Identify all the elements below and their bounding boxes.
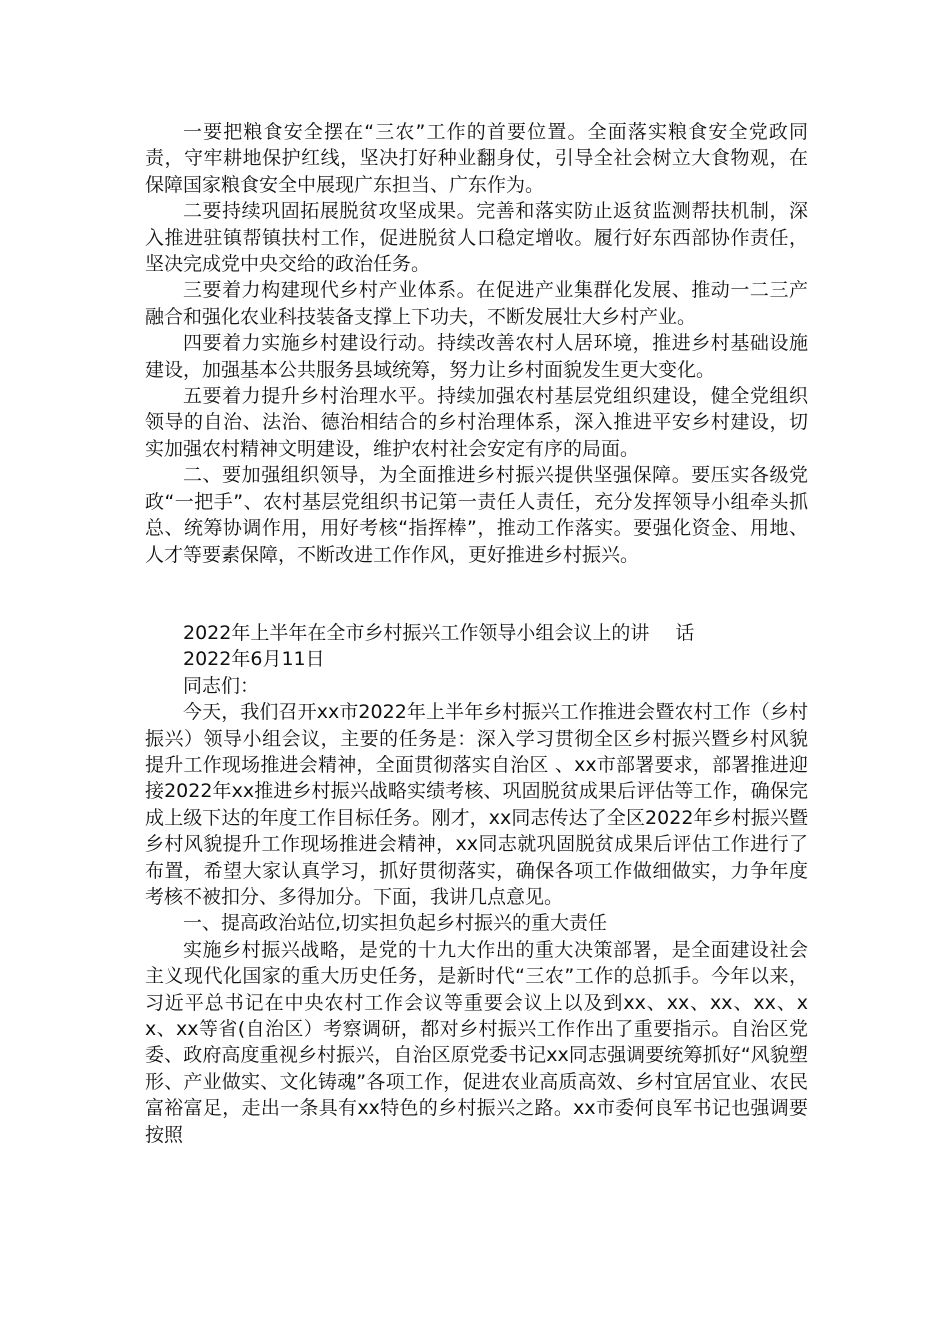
- document-body: [145, 119, 808, 1148]
- paragraph-rural-construction: 四要着力实施乡村建设行动。持续改善农村人居环境，推进乡村基础设施建设，加强基本公共服务县域统筹，努力让乡村面貌发生更大变化。: [145, 332, 808, 381]
- paragraph-grain-security: 一要把粮食安全摆在“三农”工作的首要位置。全面落实粮食安全党政同责，守牢耕地保护红线，坚决打好种业翻身仗，引导全社会树立大食物观，在保障国家粮食安全中展现广东担当、广东作为。: [145, 121, 808, 196]
- paragraph-section-1-body: 实施乡村振兴战略，是党的十九大作出的重大决策部署，是全面建设社会主义现代化国家的重大历史任务，是新时代“三农”工作的总抓手。今年以来，习近平总书记在中央农村工作会议等重要会议上以及到xx、xx、xx、xx、xx、xx等省(自治区）考察调研，都对乡村振兴工作作出了重要指示。自治区党委、政府高度重视乡村振兴，自治区原党委书记xx同志强调要统筹抓好“风貌塑形、产业做实、文化铸魂”各项工作，促进农业高质高效、乡村宜居宜业、农民富裕富足，走出一条具有xx特色的乡村振兴之路。xx市委何良军书记也强调要按照: [145, 938, 808, 1146]
- paragraph-organization-leadership: 二、要加强组织领导，为全面推进乡村振兴提供坚强保障。要压实各级党政“一把手”、农村基层党组织书记第一责任人责任，充分发挥领导小组牵头抓总、统筹协调作用，用好考核“指挥棒”，推动工作落实。要强化资金、用地、人才等要素保障，不断改进工作作风，更好推进乡村振兴。: [145, 464, 808, 566]
- speech-title-tail: 话: [675, 621, 695, 644]
- speech-greeting: 同志们：: [183, 674, 260, 697]
- paragraph-rural-governance: 五要着力提升乡村治理水平。持续加强农村基层党组织建设，健全党组织领导的自治、法治、德治相结合的乡村治理体系，深入推进平安乡村建设，切实加强农村精神文明建设，维护农村社会安定有序的局面。: [145, 385, 808, 460]
- section-gap: [145, 568, 808, 620]
- section-heading-1: 一、提高政治站位,切实担负起乡村振兴的重大责任: [183, 912, 608, 935]
- paragraph-rural-industry: 三要着力构建现代乡村产业体系。在促进产业集群化发展、推动一二三产融合和强化农业科技装备支撑上下功夫，不断发展壮大乡村产业。: [145, 279, 808, 328]
- speech-title-main: 2022年上半年在全市乡村振兴工作领导小组会议上的讲: [183, 621, 650, 644]
- speech-title: [145, 620, 808, 646]
- paragraph-poverty-results: 二要持续巩固拓展脱贫攻坚成果。完善和落实防止返贫监测帮扶机制，深入推进驻镇帮镇扶村工作，促进脱贫人口稳定增收。履行好东西部协作责任，坚决完成党中央交给的政治任务。: [145, 200, 808, 276]
- speech-date: 2022年6月11日: [183, 648, 325, 671]
- paragraph-intro: 今天，我们召开xx市2022年上半年乡村振兴工作推进会暨农村工作（乡村振兴）领导小组会议，主要的任务是：深入学习贯彻全区乡村振兴暨乡村风貌提升工作现场推进会精神，全面贯彻落实自治区 、xx市部署要求，部署推进迎接2022年xx推进乡村振兴战略实绩考核、巩固脱贫成果后评估等工作，确保完成上级下达的年度工作目标任务。刚才，xx同志传达了全区2022年乡村振兴暨乡村风貌提升工作现场推进会精神，xx同志就巩固脱贫成果后评估工作进行了布置，希望大家认真学习，抓好贯彻落实，确保各项工作做细做实，力争年度考核不被扣分、多得加分。下面，我讲几点意见。: [145, 701, 808, 908]
